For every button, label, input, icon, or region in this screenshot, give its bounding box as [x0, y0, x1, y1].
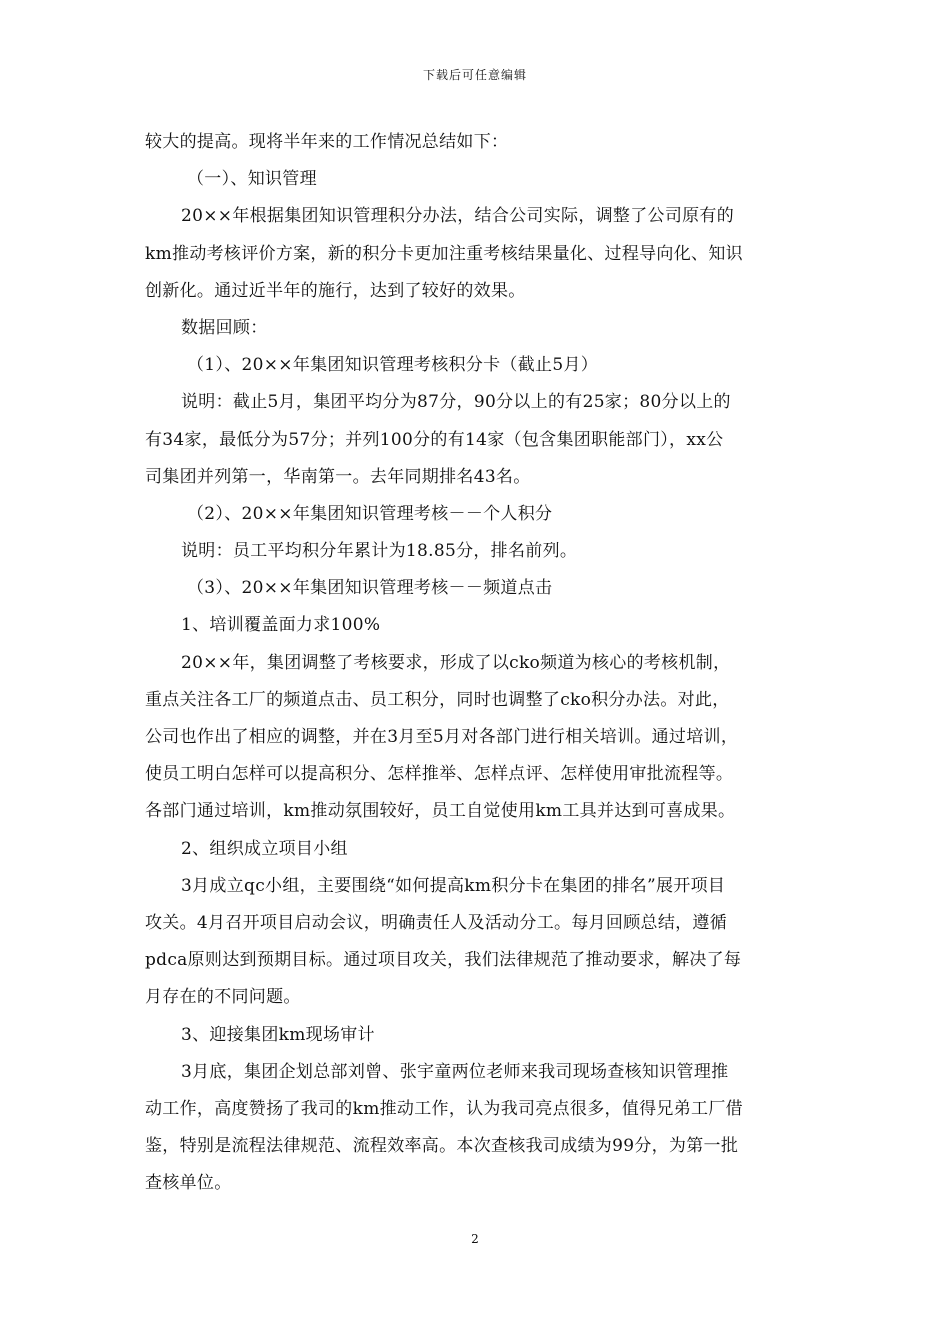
page-number: 2 [471, 1232, 479, 1246]
text-line: 20××年根据集团知识管理积分办法，结合公司实际，调整了公司原有的 [181, 206, 735, 227]
text-line: 有34家，最低分为57分；并列100分的有14家（包含集团职能部门），xx公 [145, 429, 724, 450]
text-line: 较大的提高。现将半年来的工作情况总结如下： [145, 132, 509, 152]
text-line: 月存在的不同问题。 [145, 987, 301, 1008]
text-line: 使员工明白怎样可以提高积分、怎样推举、怎样点评、怎样使用审批流程等。 [145, 764, 734, 785]
text-line: 3月底，集团企划总部刘曾、张宇童两位老师来我司现场查核知识管理推 [181, 1061, 729, 1082]
document-body [145, 124, 823, 1202]
subsection-heading: （1）、20××年集团知识管理考核积分卡（截止5月） [187, 355, 599, 376]
page-header: 下载后可任意编辑 [422, 68, 527, 82]
text-line: 各部门通过培训，km推动氛围较好，员工自觉使用km工具并达到可喜成果。 [145, 801, 736, 822]
subsection-heading: （2）、20××年集团知识管理考核－－个人积分 [187, 503, 553, 524]
text-line: 公司也作出了相应的调整，并在3月至5月对各部门进行相关培训。通过培训， [145, 727, 739, 747]
text-line: 3月成立qc小组，主要围绕“如何提高km积分卡在集团的排名”展开项目 [181, 875, 726, 896]
text-line: pdca原则达到预期目标。通过项目攻关，我们法律规范了推动要求，解决了每 [145, 950, 742, 971]
item-heading: 1、培训覆盖面力求100% [181, 615, 381, 636]
text-line: km推动考核评价方案，新的积分卡更加注重考核结果量化、过程导向化、知识 [145, 243, 743, 264]
text-line: 攻关。4月召开项目启动会议，明确责任人及活动分工。每月回顾总结，遵循 [145, 912, 728, 933]
text-line: 说明：截止5月，集团平均分为87分，90分以上的有25家；80分以上的 [181, 392, 731, 413]
text-line: 20××年，集团调整了考核要求，形成了以cko频道为核心的考核机制， [181, 652, 731, 673]
text-line: 鉴，特别是流程法律规范、流程效率高。本次查核我司成绩为99分，为第一批 [145, 1136, 739, 1157]
text-line: 司集团并列第一，华南第一。去年同期排名43名。 [145, 466, 531, 487]
item-heading: 3、迎接集团km现场审计 [181, 1024, 375, 1045]
subsection-heading: （3）、20××年集团知识管理考核－－频道点击 [187, 578, 553, 599]
text-line: 说明：员工平均积分年累计为18.85分，排名前列。 [181, 541, 578, 562]
text-line: 数据回顾： [181, 317, 268, 338]
text-line: 创新化。通过近半年的施行，达到了较好的效果。 [145, 280, 526, 301]
section-heading: （一）、知识管理 [187, 169, 317, 190]
text-line: 重点关注各工厂的频道点击、员工积分，同时也调整了cko积分办法。对此， [145, 689, 730, 710]
text-line: 动工作，高度赞扬了我司的km推动工作，认为我司亮点很多，值得兄弟工厂借 [145, 1098, 743, 1119]
item-heading: 2、组织成立项目小组 [181, 838, 348, 859]
text-line: 查核单位。 [145, 1173, 232, 1194]
